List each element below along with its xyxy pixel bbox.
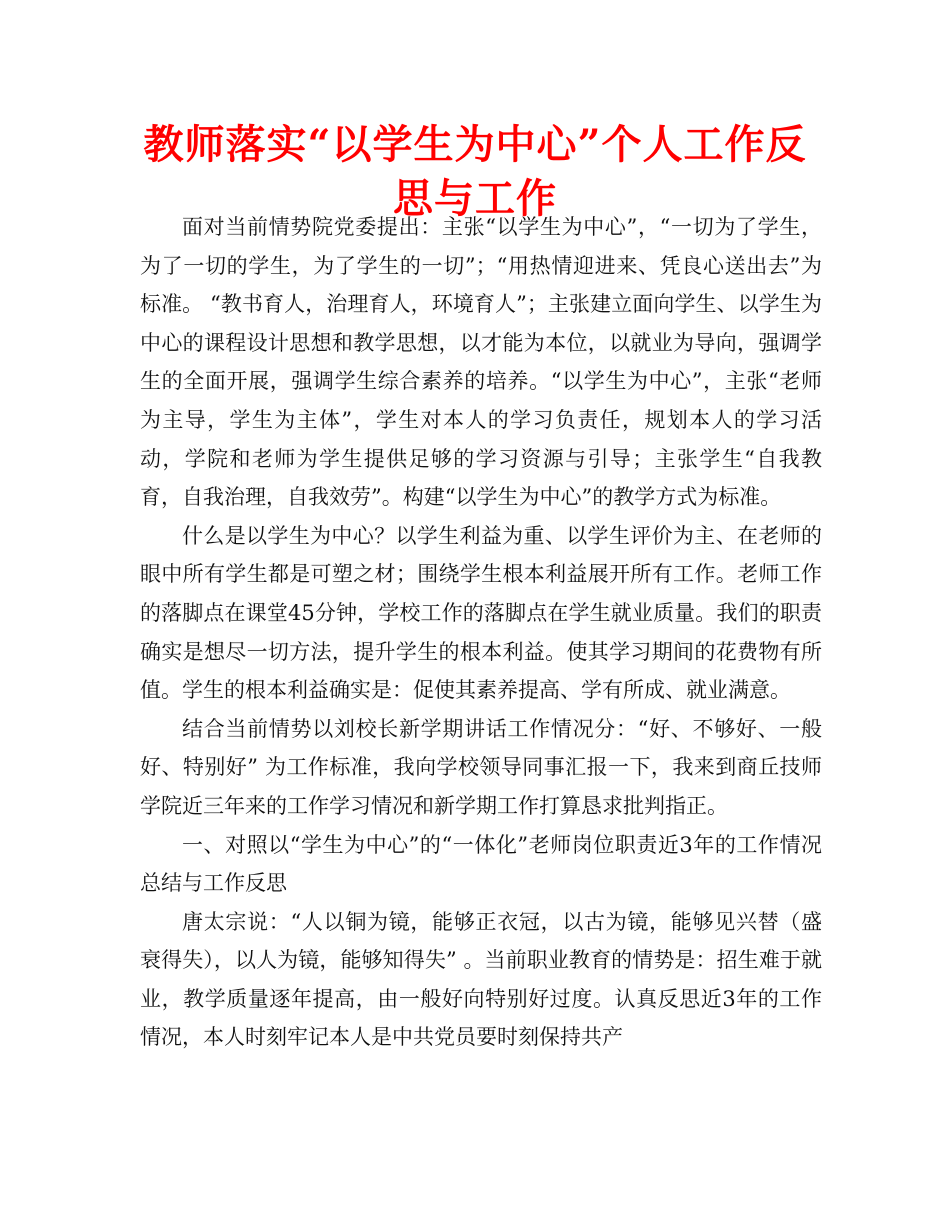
paragraph: 结合当前情势以刘校长新学期讲话工作情况分：“好、不够好、一般好、特别好” 为工作标准，我向学校领导同事汇报一下，我来到商丘技师学院近三年来的工作学习情况和新学期工作打算恳求批判指正。 [140, 716, 822, 818]
paragraph: 面对当前情势院党委提出：主张“以学生为中心”，“一切为了学生，为了一切的学生，为了学生的一切”；“用热情迎进来、凭良心送出去”为标准。 “教书育人，治理育人，环境育人”；主张建立面向学生、以学生为中心的课程设计思想和教学思想，以才能为本位，以就业为导向，强调学生的全面开展，强调学生综合素养的培养。“以学生为中心”，主张“老师为主导，学生为主体”，学生对本人的学习负责任，规划本人的学习活动，学院和老师为学生提供足够的学习资源与引导；主张学生“自我教育，自我治理，自我效劳”。构建“以学生为中心”的教学方式为标准。 [140, 215, 822, 510]
document-title: 教师落实“以学生为中心”个人工作反思与工作 [143, 121, 807, 222]
paragraph: 唐太宗说：“人以铜为镜，能够正衣冠，以古为镜，能够见兴替（盛衰得失），以人为镜，能够知得失” 。当前职业教育的情势是：招生难于就业，教学质量逐年提高，由一般好向特别好过度。认真反思近3年的工作情况，本人时刻牢记本人是中共党员要时刻保持共产 [140, 909, 822, 1050]
document-body [140, 208, 822, 1057]
section-heading: 一、对照以“学生为中心”的“一体化”老师岗位职责近3年的工作情况总结与工作反思 [140, 832, 822, 896]
paragraph: 什么是以学生为中心？以学生利益为重、以学生评价为主、在老师的眼中所有学生都是可塑之材；围绕学生根本利益展开所有工作。老师工作的落脚点在课堂45分钟，学校工作的落脚点在学生就业质量。我们的职责确实是想尽一切方法，提升学生的根本利益。使其学习期间的花费物有所值。学生的根本利益确实是：促使其素养提高、学有所成、就业满意。 [140, 523, 822, 703]
